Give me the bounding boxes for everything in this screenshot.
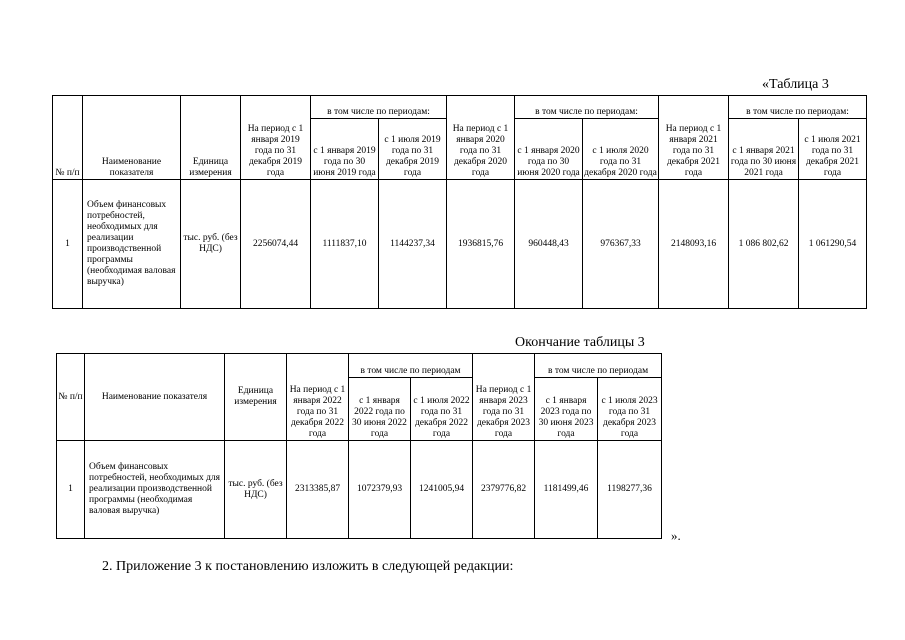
cell-no: 1 [53,180,83,309]
header-period-2019: На период с 1 января 2019 года по 31 декабря 2019 года [241,96,311,180]
header-h2-2021: с 1 июля 2021 года по 31 декабря 2021 года [799,119,867,180]
table2-caption: Окончание таблицы 3 [515,335,645,350]
cell-name: Объем финансовых потребностей, необходимых для реализации производственной программы (необходимая валовая выручка) [85,441,225,539]
cell-value-2019: 2256074,44 [241,180,311,309]
header-h1-2021: с 1 января 2021 года по 30 июня 2021 года [729,119,799,180]
header-h1-2022: с 1 января 2022 года по 30 июня 2022 года [349,378,411,441]
cell-value-2022: 2313385,87 [287,441,349,539]
header-h2-2020: с 1 июля 2020 года по 31 декабря 2020 года [583,119,659,180]
cell-value-h1-2019: 1111837,10 [311,180,379,309]
header-no: № п/п [53,96,83,180]
paragraph-item-2: 2. Приложение 3 к постановлению изложить в следующей редакции: [102,559,514,574]
cell-no: 1 [57,441,85,539]
cell-value-2020: 1936815,76 [447,180,515,309]
table1-caption: «Таблица 3 [762,77,829,92]
cell-value-h1-2021: 1 086 802,62 [729,180,799,309]
header-h2-2023: с 1 июля 2023 года по 31 декабря 2023 года [598,378,662,441]
closing-quote: ». [671,528,681,543]
table-row [57,441,662,539]
header-h2-2019: с 1 июля 2019 года по 31 декабря 2019 года [379,119,447,180]
header-h2-2022: с 1 июля 2022 года по 31 декабря 2022 года [411,378,473,441]
cell-value-h2-2021: 1 061290,54 [799,180,867,309]
header-period-2021: На период с 1 января 2021 года по 31 декабря 2021 года [659,96,729,180]
cell-value-h1-2020: 960448,43 [515,180,583,309]
cell-unit: тыс. руб. (без НДС) [225,441,287,539]
header-period-2023: На период с 1 января 2023 года по 31 декабря 2023 года [473,354,535,441]
cell-value-h2-2023: 1198277,36 [598,441,662,539]
cell-name: Объем финансовых потребностей, необходимых для реализации производственной программы (необходимая валовая выручка) [83,180,181,309]
header-h1-2023: с 1 января 2023 года по 30 июня 2023 года [535,378,598,441]
header-name: Наименование показателя [83,96,181,180]
header-name: Наименование показателя [85,354,225,441]
cell-value-h2-2020: 976367,33 [583,180,659,309]
header-including-2020: в том числе по периодам: [515,96,659,119]
header-including-2021: в том числе по периодам: [729,96,867,119]
cell-value-2021: 2148093,16 [659,180,729,309]
table-3-part2 [56,353,662,539]
header-including-2019: в том числе по периодам: [311,96,447,119]
header-including-2023: в том числе по периодам [535,354,662,378]
cell-value-2023: 2379776,82 [473,441,535,539]
cell-unit: тыс. руб. (без НДС) [181,180,241,309]
cell-value-h1-2023: 1181499,46 [535,441,598,539]
header-no: № п/п [57,354,85,441]
header-h1-2019: с 1 января 2019 года по 30 июня 2019 года [311,119,379,180]
header-unit: Единица измерения [225,354,287,441]
header-period-2022: На период с 1 января 2022 года по 31 декабря 2022 года [287,354,349,441]
header-unit: Единица измерения [181,96,241,180]
table-3-part1 [52,95,867,309]
cell-value-h2-2022: 1241005,94 [411,441,473,539]
table-row [53,180,867,309]
header-including-2022: в том числе по периодам [349,354,473,378]
cell-value-h1-2022: 1072379,93 [349,441,411,539]
header-period-2020: На период с 1 января 2020 года по 31 декабря 2020 года [447,96,515,180]
cell-value-h2-2019: 1144237,34 [379,180,447,309]
header-h1-2020: с 1 января 2020 года по 30 июня 2020 года [515,119,583,180]
